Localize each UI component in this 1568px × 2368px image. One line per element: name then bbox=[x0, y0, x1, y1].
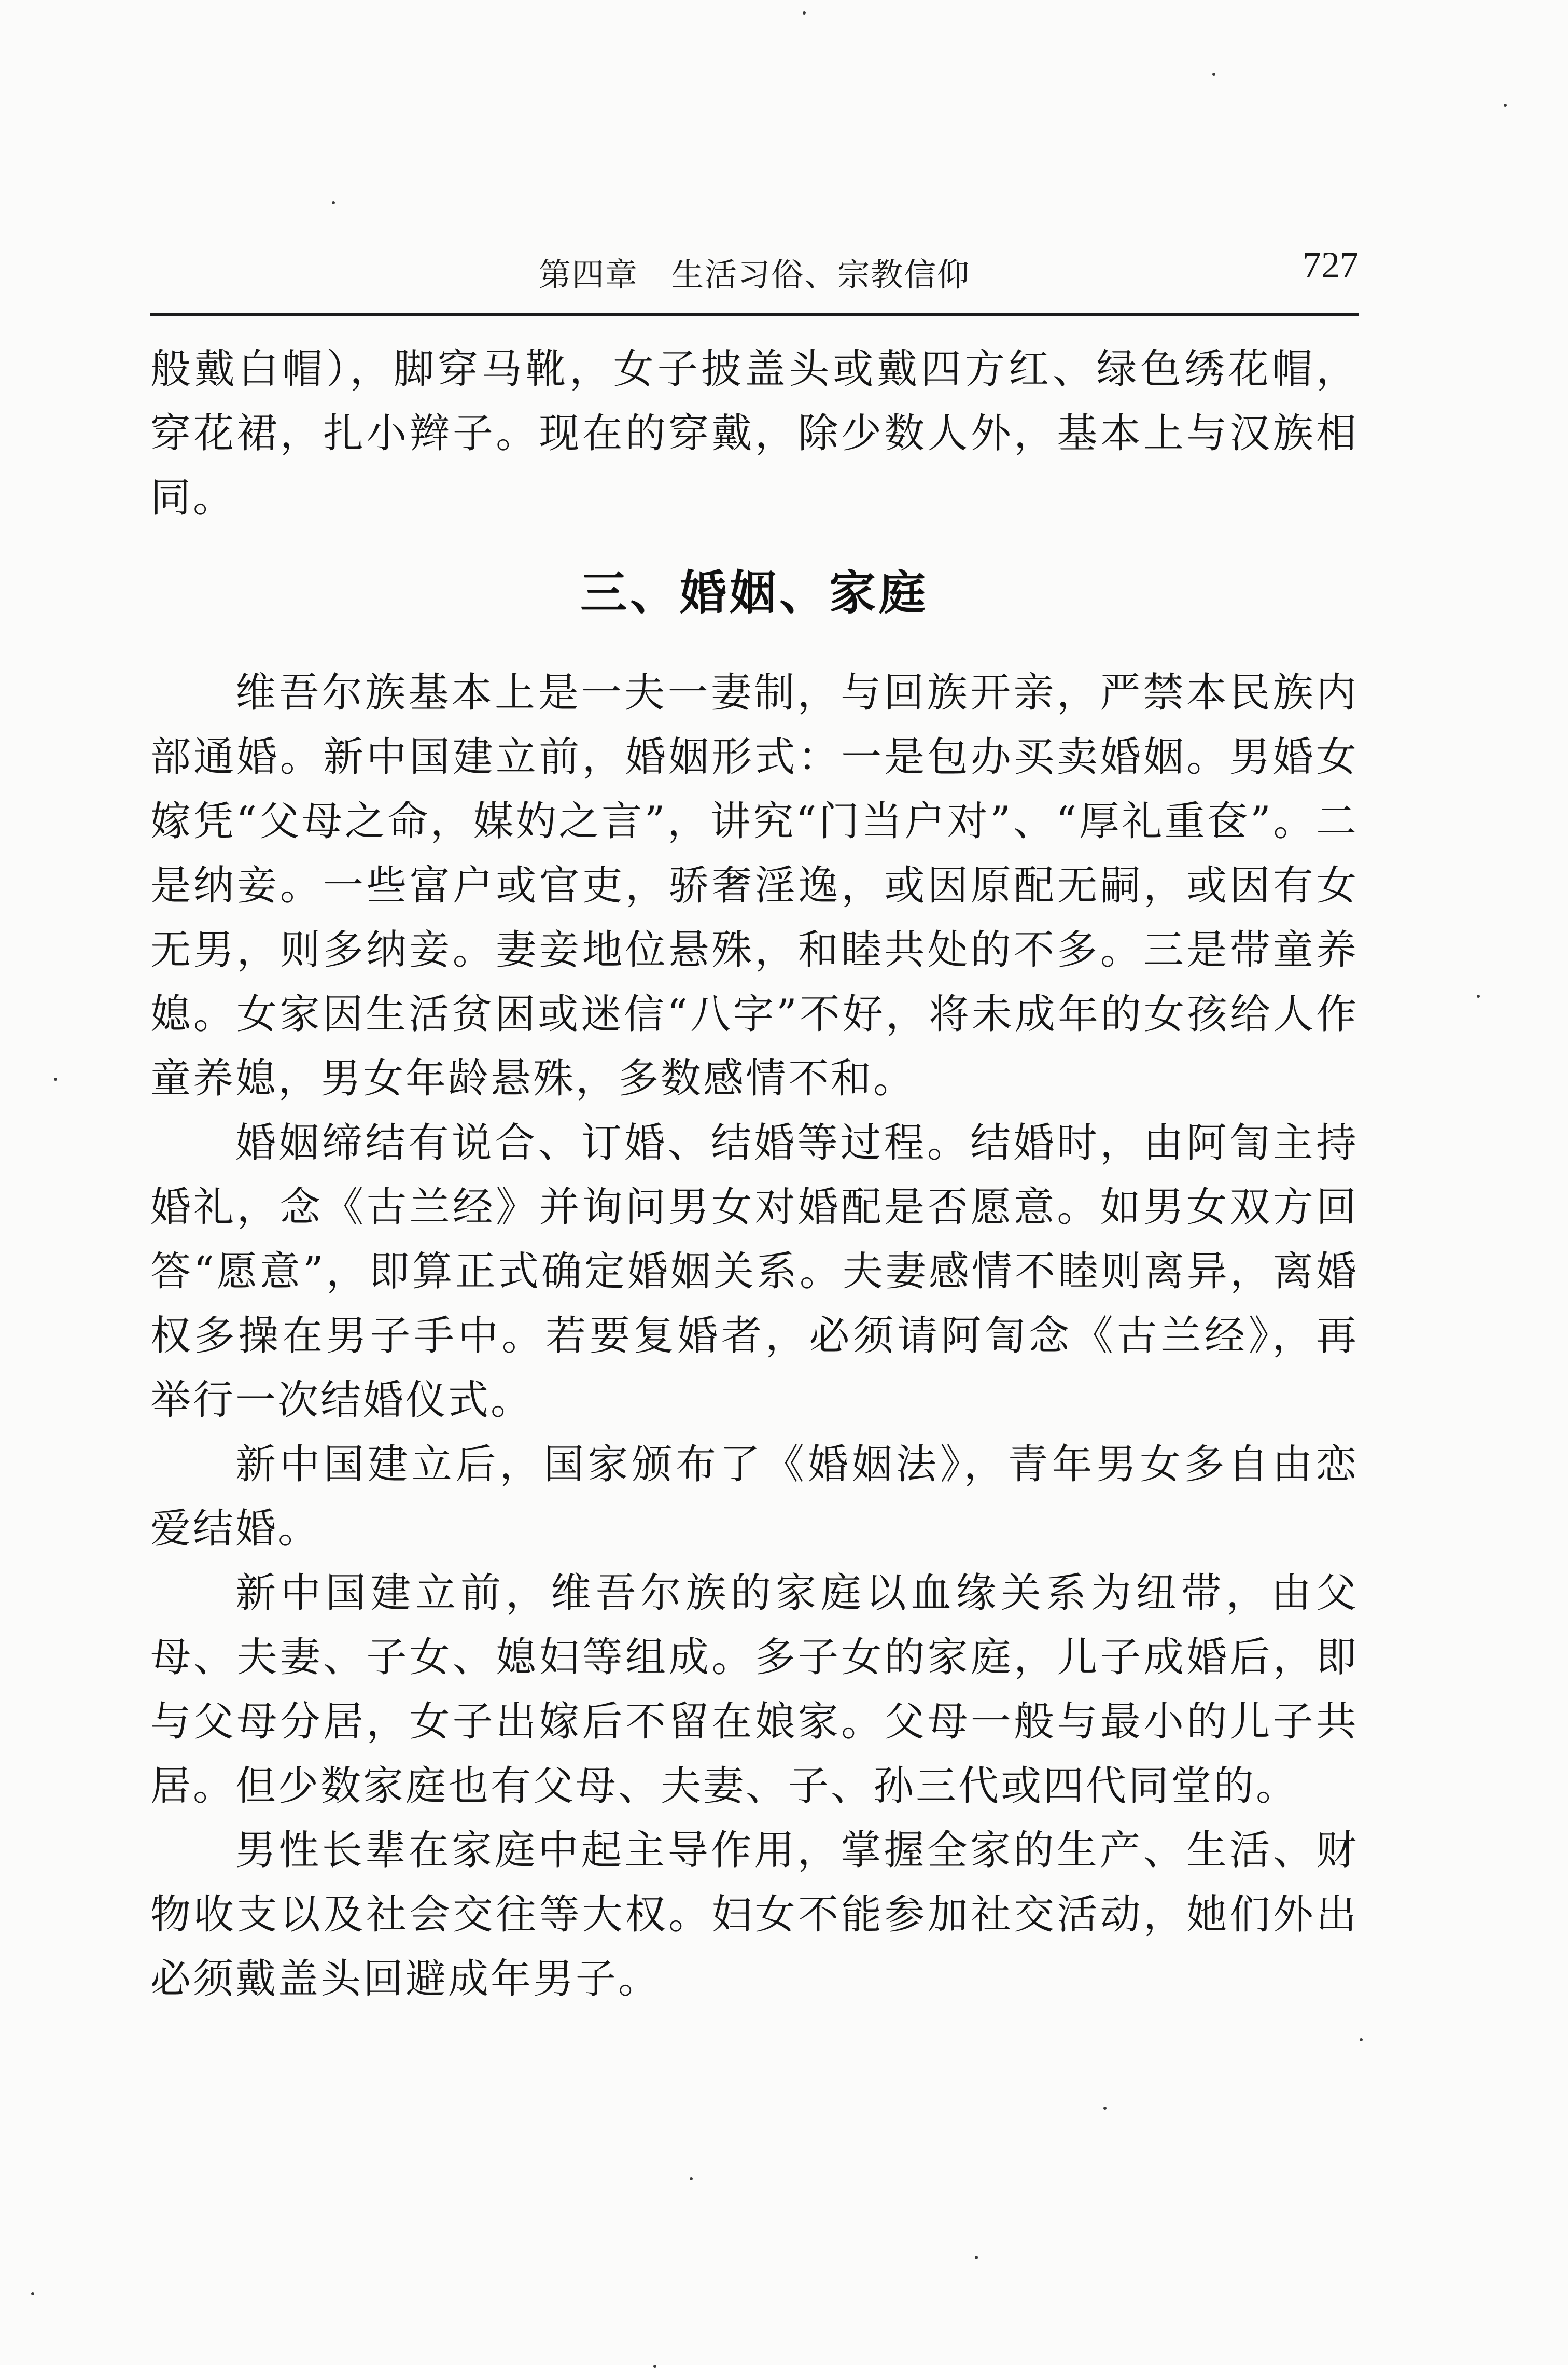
scan-speck bbox=[1504, 104, 1507, 107]
scan-speck bbox=[1103, 2107, 1107, 2110]
scan-speck bbox=[31, 2292, 34, 2295]
section-heading: 三、婚姻、家庭 bbox=[580, 566, 929, 620]
scan-speck bbox=[1212, 73, 1215, 76]
paragraph-marriage-system: 维吾尔族基本上是一夫一妻制，与回族开亲，严禁本民族内部通婚。新中国建立前，婚姻形式：一是包办买卖婚姻。男婚女嫁凭“父母之命，媒妁之言”，讲究“门当户对”、“厚礼重奁”。二是纳妾。一些富户或官吏，骄奢淫逸，或因原配无嗣，或因有女无男，则多纳妾。妻妾地位悬殊，和睦共处的不多。三是带童养媳。女家因生活贫困或迷信“八字”不好，将未成年的女孩给人作童养媳，男女年龄悬殊，多数感情不和。 bbox=[150, 670, 1359, 1102]
scan-speck bbox=[54, 1078, 57, 1081]
paragraph-family-structure: 新中国建立前，维吾尔族的家庭以血缘关系为纽带，由父母、夫妻、子女、媳妇等组成。多子女的家庭，儿子成婚后，即与父母分居，女子出嫁后不留在娘家。父母一般与最小的儿子共居。但少数家庭也有父母、夫妻、子、孙三代或四代同堂的。 bbox=[150, 1570, 1359, 1809]
page-number: 727 bbox=[1303, 244, 1359, 286]
scan-speck bbox=[803, 11, 806, 15]
scan-speck bbox=[1360, 2038, 1363, 2041]
paragraph-family-roles: 男性长辈在家庭中起主导作用，掌握全家的生产、生活、财物收支以及社会交往等大权。妇女不能参加社交活动，她们外出必须戴盖头回避成年男子。 bbox=[150, 1827, 1359, 2002]
paragraph-marriage-process: 婚姻缔结有说合、订婚、结婚等过程。结婚时，由阿訇主持婚礼，念《古兰经》并询问男女对婚配是否愿意。如男女双方回答“愿意”，即算正式确定婚姻关系。夫妻感情不睦则离异，离婚权多操在男子手中。若要复婚者，必须请阿訇念《古兰经》，再举行一次结婚仪式。 bbox=[150, 1120, 1359, 1424]
scan-speck bbox=[1477, 995, 1480, 998]
body-text bbox=[150, 337, 1359, 2011]
opening-paragraph: 般戴白帽），脚穿马靴，女子披盖头或戴四方红、绿色绣花帽，穿花裙，扎小辫子。现在的穿戴，除少数人外，基本上与汉族相同。 bbox=[150, 346, 1359, 521]
header-rule bbox=[150, 313, 1359, 316]
scan-speck bbox=[975, 2256, 978, 2259]
scan-speck bbox=[690, 2177, 693, 2180]
chapter-title: 第四章 生活习俗、宗教信仰 bbox=[538, 256, 970, 294]
paragraph-marriage-law: 新中国建立后，国家颁布了《婚姻法》，青年男女多自由恋爱结婚。 bbox=[150, 1441, 1359, 1552]
running-head bbox=[150, 244, 1359, 306]
scan-speck bbox=[332, 201, 335, 204]
